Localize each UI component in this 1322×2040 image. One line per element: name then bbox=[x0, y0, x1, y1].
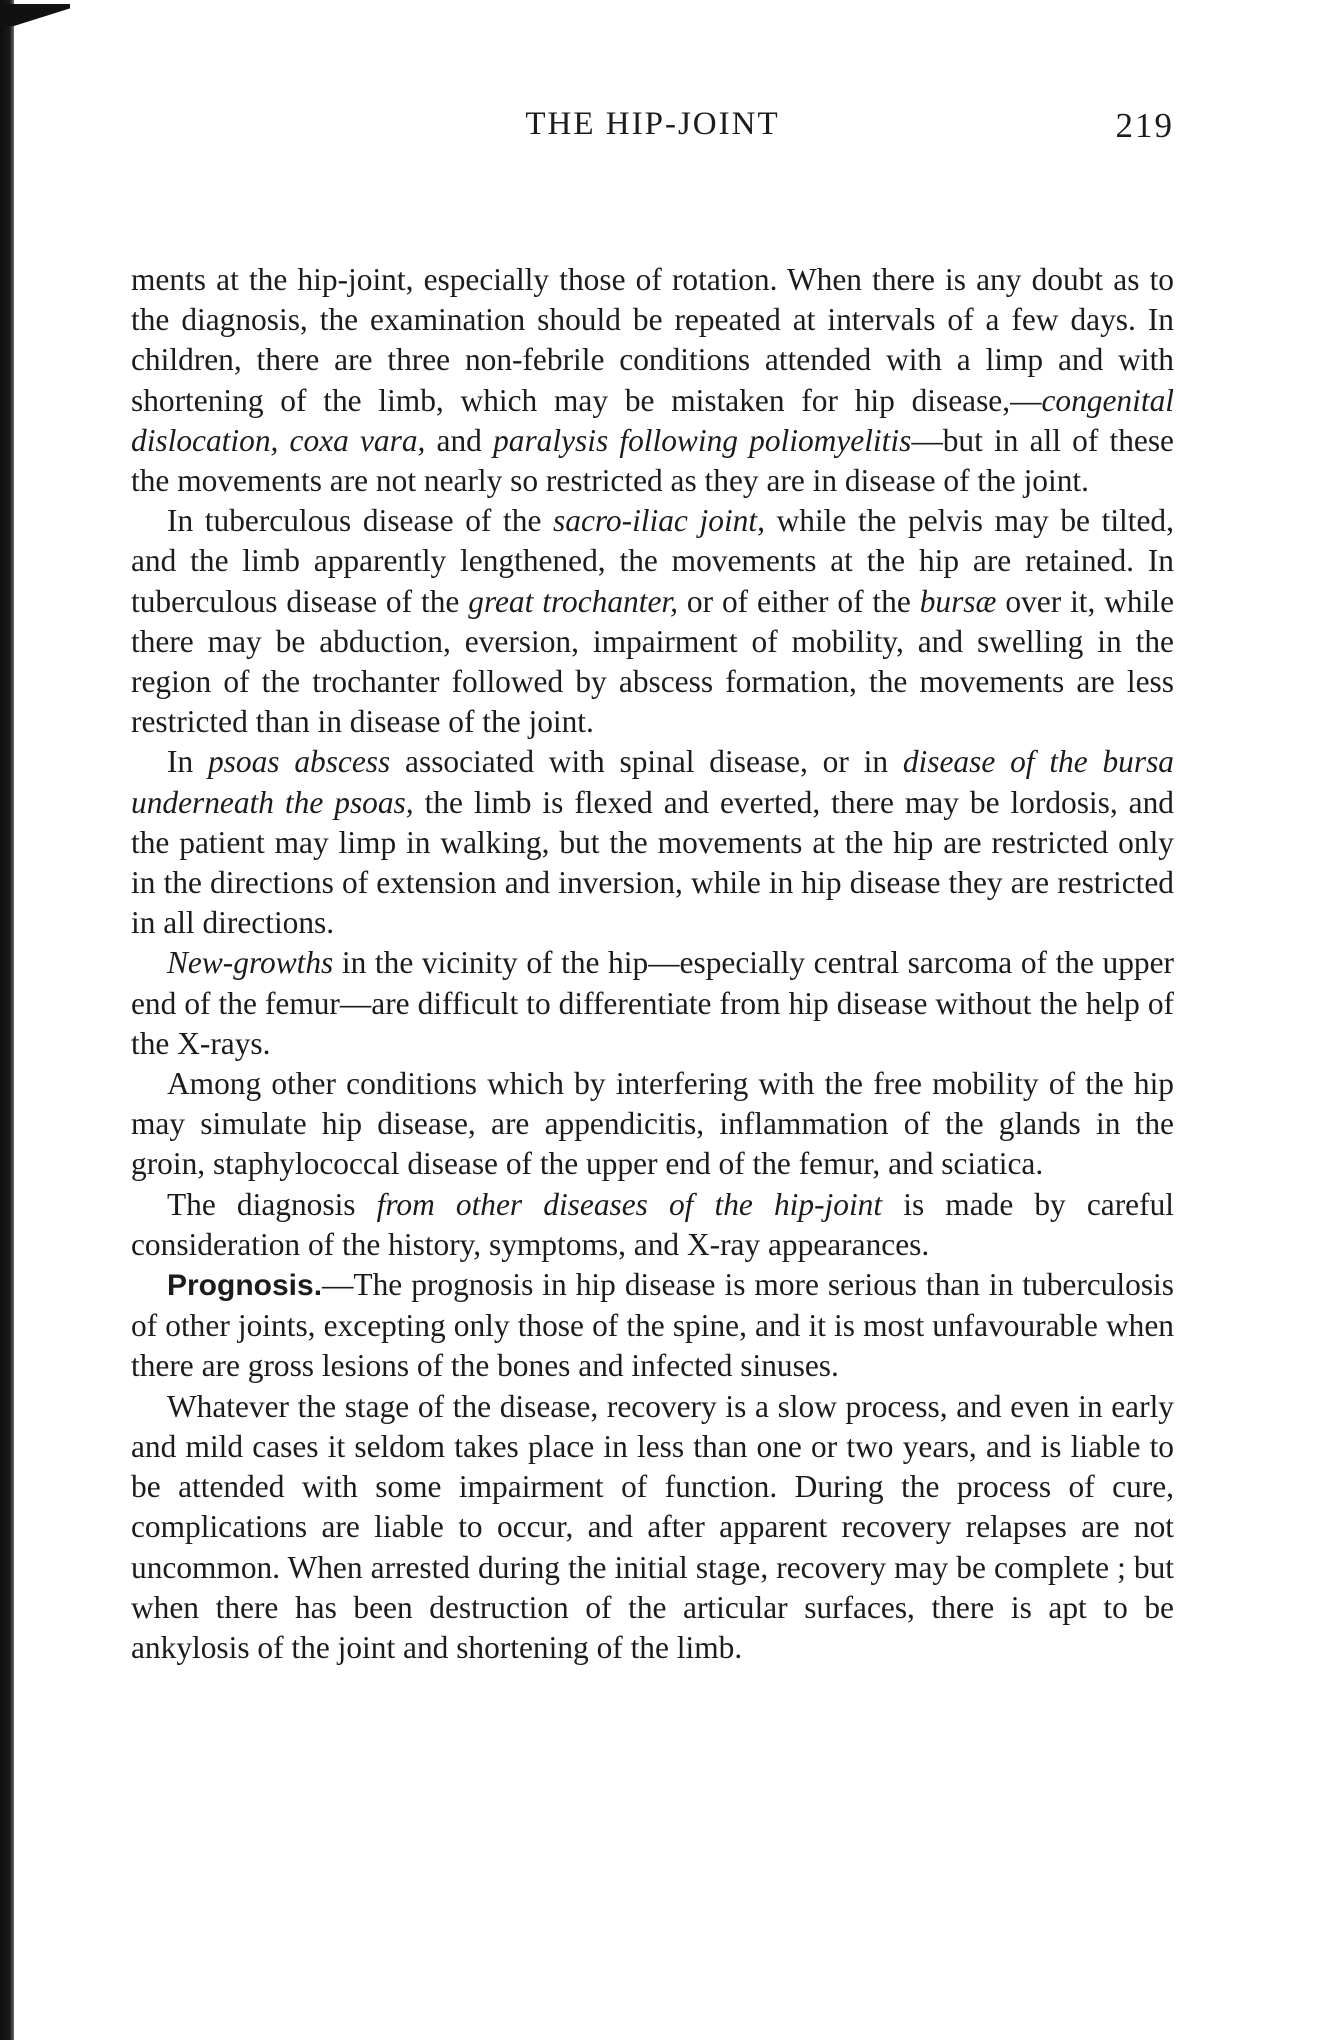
text-run: —but in all of these the movements are not nearly so restricted as they are in disease of the joint. bbox=[131, 422, 1174, 499]
text-run: — bbox=[1010, 382, 1042, 418]
italic-term: sacro-iliac joint, bbox=[553, 503, 765, 539]
text-run: Among other conditions which by interfering with the free mobility of the hip may simulate hip disease, are appendicitis, inflammation of the glands in the groin, staphylococcal disease of the upper end of the femur, and sciatica. bbox=[131, 1066, 1174, 1182]
paragraph-prognosis bbox=[131, 1265, 1174, 1387]
text-run: Whatever the stage of the disease, recovery is a slow process, and even in early and mild cases it seldom takes place in less than one or two years, and is liable to be attended with some impairment of function. During the process of cure, complications are liable to occur, and after apparent recovery relapses are not uncommon. When arrested during the initial stage, recovery may be complete ; but when there has been destruction of the articular surfaces, there is apt to be ankylosis of the joint and shortening of the limb. bbox=[131, 1388, 1174, 1665]
book-spine-shadow bbox=[0, 0, 14, 2040]
text-run: the limb is flexed and everted, there may be lordosis, and the patient may limp in walking, but the movements at the hip are restricted only in the directions of extension and inversion, while in hip disease they are restricted in all directions. bbox=[131, 784, 1175, 941]
page-number: 219 bbox=[1115, 106, 1174, 145]
italic-term: paralysis following poliomyelitis bbox=[493, 422, 912, 458]
text-run: The diagnosis bbox=[167, 1186, 377, 1222]
paragraph-other-conditions bbox=[131, 1064, 1174, 1185]
italic-term: New-growths bbox=[167, 945, 334, 981]
paragraph-continuation bbox=[131, 260, 1174, 501]
text-run: —The prognosis in hip disease is more serious than in tuberculosis of other joints, excepting only those of the spine, and it is most unfavourable when there are gross lesions of the bones and infected sinuses. bbox=[131, 1267, 1174, 1384]
text-run: In tuberculous disease of the bbox=[167, 503, 554, 539]
text-run: associated with spinal disease, or in bbox=[390, 744, 903, 780]
italic-term: from other diseases of the hip-joint bbox=[376, 1186, 883, 1222]
text-run: In bbox=[167, 744, 208, 780]
text-run: in the vicinity of the hip—especially central sarcoma of the upper end of the femur—are difficult to differentiate from hip disease without the help of the X-rays. bbox=[131, 945, 1174, 1061]
running-title: THE HIP-JOINT bbox=[525, 106, 780, 142]
running-head bbox=[131, 106, 1174, 196]
paragraph-recovery bbox=[131, 1387, 1174, 1668]
corner-mark bbox=[0, 4, 70, 26]
body-text bbox=[131, 260, 1174, 1668]
text-run: over it, while there may be abduction, eversion, impairment of mobility, and swelling in the region of the trochanter followed by abscess formation, the movements are less restricted than in disease of the joint. bbox=[131, 583, 1175, 740]
paragraph-differential-diagnosis bbox=[131, 1185, 1174, 1265]
text-run: while the pelvis may be tilted, and the limb apparently lengthened, the movements at the hip are retained. In tuberculous disease of the bbox=[131, 503, 1174, 619]
text-run: or of either of the bbox=[677, 583, 920, 619]
italic-term: congenital dislocation, coxa vara, bbox=[131, 382, 1174, 458]
book-page bbox=[131, 0, 1174, 1668]
italic-term: disease of the bursa underneath the psoas, bbox=[131, 744, 1175, 820]
italic-term: bursæ bbox=[919, 583, 997, 619]
text-run: ments at the hip-joint, especially those of rotation. When there is any doubt as to the diagnosis, the examination should be repeated at intervals of a few days. In children, there are three non-febrile conditions attended with a limp and with shortening of the limb, which may be mistaken for hip disease, bbox=[131, 262, 1174, 418]
paragraph-new-growths bbox=[131, 943, 1174, 1064]
italic-term: psoas abscess bbox=[207, 744, 391, 780]
italic-term: great trochanter, bbox=[468, 583, 678, 619]
paragraph-sacro-iliac bbox=[131, 501, 1174, 742]
paragraph-psoas bbox=[131, 742, 1174, 943]
text-run: is made by careful consideration of the history, symptoms, and X-ray appearances. bbox=[131, 1186, 1174, 1262]
section-heading-prognosis: Prognosis. bbox=[167, 1269, 323, 1303]
text-run: and bbox=[425, 422, 494, 458]
